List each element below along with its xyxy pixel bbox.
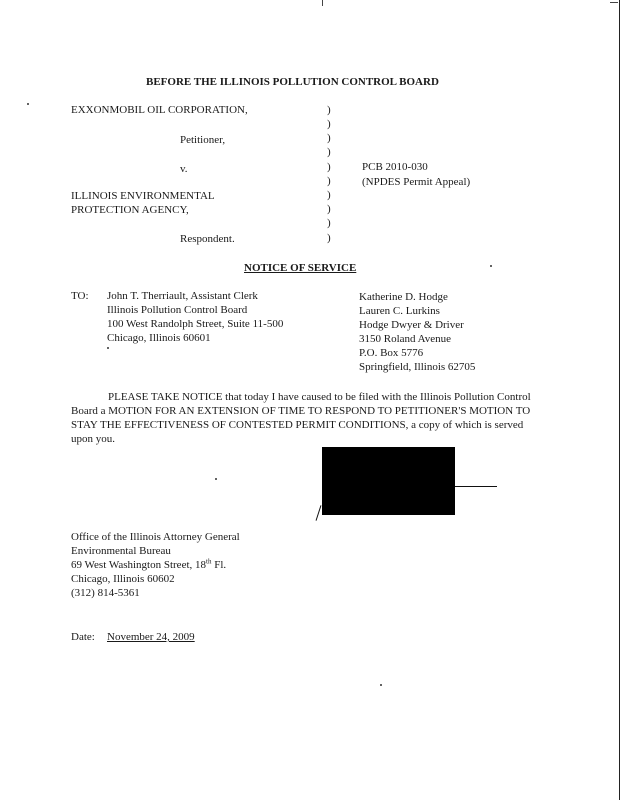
- scan-speck: [490, 265, 492, 267]
- paren: ): [327, 118, 331, 130]
- paren: ): [327, 146, 331, 158]
- versus-label: v.: [180, 163, 188, 175]
- case-type: (NPDES Permit Appeal): [362, 176, 471, 188]
- recipient-right-line: Lauren C. Lurkins: [359, 305, 440, 317]
- signature-line: [455, 486, 497, 487]
- office-line: Office of the Illinois Attorney General: [71, 531, 240, 543]
- paren: ): [327, 203, 331, 215]
- scan-edge: [619, 0, 620, 800]
- respondent-role: Respondent.: [180, 233, 235, 245]
- recipient-left-line: Chicago, Illinois 60601: [107, 332, 211, 344]
- notice-title: NOTICE OF SERVICE: [244, 262, 357, 274]
- document-heading: BEFORE THE ILLINOIS POLLUTION CONTROL BOARD: [146, 76, 439, 88]
- scan-speck: [27, 103, 29, 105]
- notice-paragraph: PLEASE TAKE NOTICE that today I have caused to be filed with the Illinois Pollution Control Board a MOTION FOR AN EXTENSION OF TIME TO RESPOND TO PETITIONER'S MOTION TO STAY THE EFFECTIVENESS OF CONTESTED PERMIT CONDITIONS, a copy of which is served upon you.: [71, 391, 531, 445]
- paren: ): [327, 132, 331, 144]
- recipient-right-line: Katherine D. Hodge: [359, 291, 448, 303]
- office-line: Chicago, Illinois 60602: [71, 573, 175, 585]
- petitioner-name: EXXONMOBIL OIL CORPORATION,: [71, 104, 248, 116]
- office-address-line: 69 West Washington Street, 18th Fl.: [71, 557, 227, 571]
- respondent-name-line2: PROTECTION AGENCY,: [71, 204, 189, 216]
- recipient-left-line: 100 West Randolph Street, Suite 11-500: [107, 318, 284, 330]
- scan-speck: [215, 478, 217, 480]
- date-value: November 24, 2009: [107, 631, 195, 643]
- office-phone: (312) 814-5361: [71, 587, 140, 599]
- recipient-right-line: Springfield, Illinois 62705: [359, 361, 476, 373]
- paren: ): [327, 232, 331, 244]
- case-number: PCB 2010-030: [362, 161, 428, 173]
- paren: ): [327, 175, 331, 187]
- paren: ): [327, 189, 331, 201]
- recipient-left-line: Illinois Pollution Control Board: [107, 304, 248, 316]
- office-line: Environmental Bureau: [71, 545, 171, 557]
- signature-stroke: [316, 505, 322, 521]
- paren: ): [327, 161, 331, 173]
- recipient-right-line: Hodge Dwyer & Driver: [359, 319, 464, 331]
- recipient-right-line: 3150 Roland Avenue: [359, 333, 452, 345]
- redacted-signature: [322, 447, 455, 515]
- scan-mark: [610, 2, 618, 3]
- paren: ): [327, 217, 331, 229]
- scan-speck: [380, 684, 382, 686]
- petitioner-role: Petitioner,: [180, 134, 226, 146]
- scan-mark: [322, 0, 323, 6]
- recipient-left-line: John T. Therriault, Assistant Clerk: [107, 290, 258, 302]
- paren: ): [327, 104, 331, 116]
- to-label: TO:: [71, 290, 89, 302]
- respondent-name-line1: ILLINOIS ENVIRONMENTAL: [71, 190, 215, 202]
- recipient-right-line: P.O. Box 5776: [359, 347, 424, 359]
- date-label: Date:: [71, 631, 95, 643]
- scan-speck: [107, 347, 109, 349]
